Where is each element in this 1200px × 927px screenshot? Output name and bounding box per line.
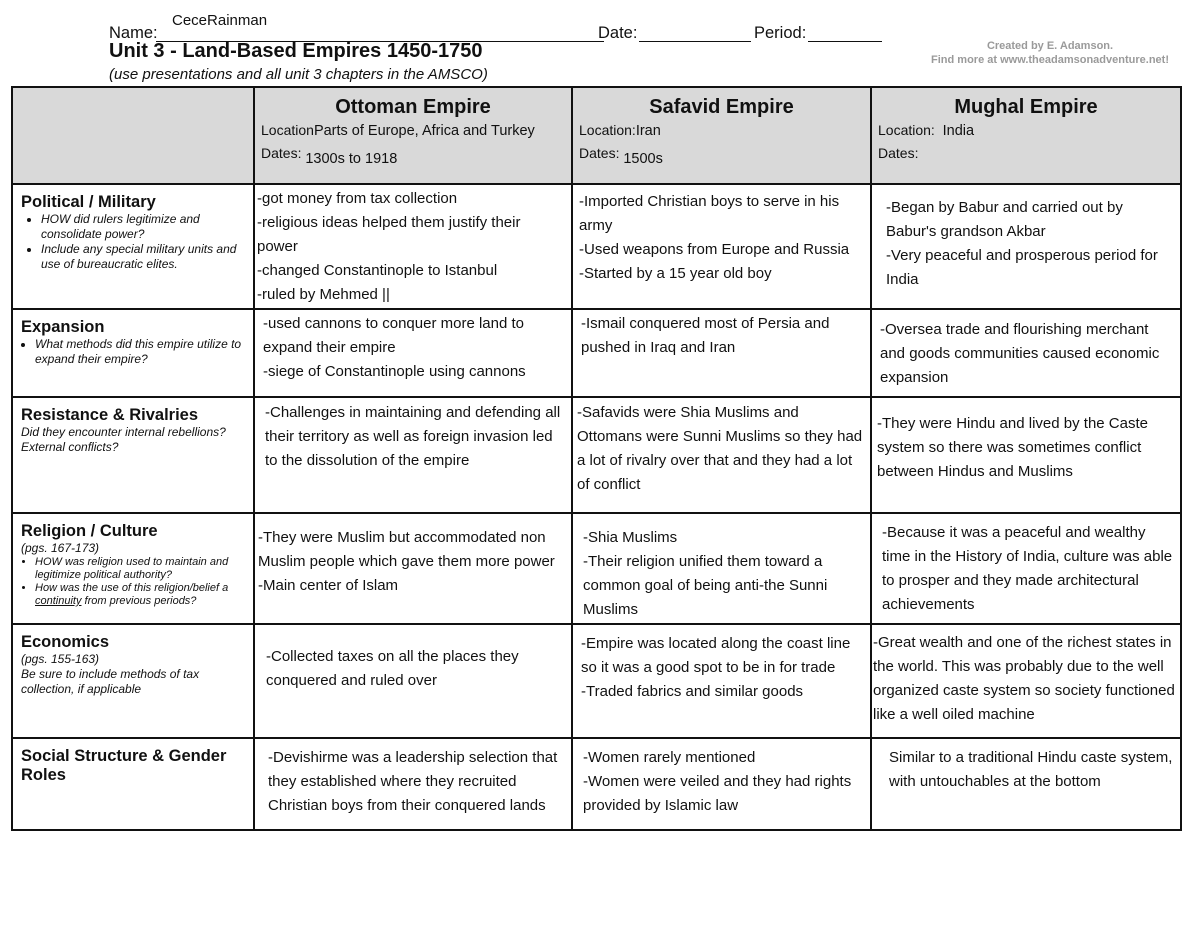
dates-label: Dates: (878, 145, 919, 161)
answer-text: -got money from tax collection -religious ideas helped them justify their power -changed Constantinople to Istanbul -ruled by Mehmed || (257, 190, 521, 303)
credit-line-1: Created by E. Adamson. (986, 40, 1114, 52)
answer-text: -Great wealth and one of the richest states in the world. This was probably due to the well organized caste system so society functioned like a well oiled machine (873, 634, 1175, 723)
answer-cell-safavid[interactable] (572, 624, 871, 738)
answer-text: -used cannons to conquer more land to expand their empire -siege of Constantinople using cannons (263, 315, 526, 380)
date-field[interactable] (639, 41, 751, 42)
empire-header-safavid (572, 87, 871, 184)
prompt-item: • How was the use of this religion/belief a continuity from previous periods? (35, 582, 247, 608)
location-line (872, 122, 1180, 139)
row-prompt: Be sure to include methods of tax collection, if applicable (21, 667, 200, 696)
name-label: Name: (109, 24, 158, 42)
dates-line (872, 145, 1180, 162)
row-pages: (pgs. 155-163) (21, 652, 100, 666)
answer-text: -Shia Muslims -Their religion unified them toward a common goal of being anti-the Sunni Muslims (583, 529, 828, 618)
table-row-expansion (12, 309, 1181, 397)
header-corner-cell (12, 87, 254, 184)
answer-text: -Imported Christian boys to serve in his army -Used weapons from Europe and Russia -Started by a 15 year old boy (579, 193, 850, 282)
row-prompts (21, 556, 247, 608)
location-value[interactable]: Parts of Europe, Africa and Turkey (313, 123, 535, 139)
row-label-cell (12, 513, 254, 624)
answer-text: -They were Hindu and lived by the Caste system so there was sometimes conflict between Hindus and Muslims (877, 415, 1148, 480)
row-label-cell (12, 738, 254, 830)
row-title: Resistance & Rivalries (21, 406, 199, 424)
dates-label: Dates: (261, 145, 302, 161)
answer-cell-ottoman[interactable] (254, 397, 572, 513)
location-line (573, 122, 870, 139)
table-row-economics (12, 624, 1181, 738)
answer-cell-safavid[interactable] (572, 184, 871, 309)
empires-comparison-table (11, 86, 1182, 831)
row-title: Social Structure & Gender Roles (21, 747, 227, 784)
empire-header-ottoman (254, 87, 572, 184)
dates-value[interactable]: 1300s to 1918 (305, 151, 398, 167)
answer-text: -Ismail conquered most of Persia and pushed in Iraq and Iran (581, 315, 830, 356)
page-title: Unit 3 - Land-Based Empires 1450-1750 (109, 40, 483, 62)
answer-cell-mughal[interactable] (871, 309, 1181, 397)
answer-text: -Collected taxes on all the places they conquered and ruled over (266, 648, 519, 689)
answer-cell-ottoman[interactable] (254, 738, 572, 830)
prompt-item: • HOW was religion used to maintain and legitimize political authority? (35, 556, 247, 582)
row-title: Political / Military (21, 193, 156, 211)
location-value[interactable]: India (942, 123, 975, 139)
answer-text: Similar to a traditional Hindu caste system, with untouchables at the bottom (889, 749, 1173, 790)
worksheet-header (109, 12, 899, 42)
empire-title: Mughal Empire (954, 96, 1098, 118)
dates-line (573, 145, 870, 167)
answer-text: -They were Muslim but accommodated non Muslim people which gave them more power -Main center of Islam (258, 529, 555, 594)
table-row-social-structure (12, 738, 1181, 830)
answer-cell-ottoman[interactable] (254, 184, 572, 309)
answer-cell-mughal[interactable] (871, 397, 1181, 513)
location-label: Location: (579, 122, 636, 138)
prompt-item: • What methods did this empire utilize to expand their empire? (35, 337, 247, 367)
row-label-cell (12, 624, 254, 738)
location-value[interactable]: Iran (635, 123, 661, 139)
table-header-row (12, 87, 1181, 184)
answer-cell-ottoman[interactable] (254, 513, 572, 624)
dates-label: Dates: (579, 145, 620, 161)
row-label-cell (12, 184, 254, 309)
location-label: Location: (878, 122, 935, 138)
empire-title: Safavid Empire (649, 96, 794, 118)
prompt-item: • Include any special military units and use of bureaucratic elites. (41, 242, 247, 272)
page-subtitle: (use presentations and all unit 3 chapters in the AMSCO) (109, 66, 488, 83)
period-label: Period: (754, 24, 807, 42)
answer-cell-mughal[interactable] (871, 624, 1181, 738)
empire-title: Ottoman Empire (335, 96, 491, 118)
answer-cell-mughal[interactable] (871, 184, 1181, 309)
answer-text: -Began by Babur and carried out by Babur's grandson Akbar -Very peaceful and prosperous period for India (886, 199, 1158, 288)
dates-line (255, 145, 571, 167)
answer-text: -Empire was located along the coast line so it was a good spot to be in for trade -Traded fabrics and similar goods (581, 635, 851, 700)
answer-text: -Devishirme was a leadership selection that they established where they recruited Christian boys from their conquered lands (268, 749, 558, 814)
location-line (255, 122, 571, 139)
row-prompts (21, 212, 247, 272)
name-field[interactable]: CeceRainman (172, 12, 268, 29)
row-pages: (pgs. 167-173) (21, 541, 100, 555)
answer-cell-safavid[interactable] (572, 513, 871, 624)
row-prompt: Did they encounter internal rebellions? External conflicts? (21, 425, 226, 454)
row-title: Expansion (21, 318, 105, 336)
answer-cell-mughal[interactable] (871, 738, 1181, 830)
answer-cell-safavid[interactable] (572, 738, 871, 830)
answer-text: -Because it was a peaceful and wealthy time in the History of India, culture was able to prosper and they made architectural achievements (882, 524, 1173, 613)
answer-text: -Women rarely mentioned -Women were veiled and they had rights provided by Islamic law (583, 749, 852, 814)
row-label-cell (12, 397, 254, 513)
row-prompts (21, 337, 247, 367)
location-label: Location (261, 122, 314, 138)
answer-text: -Oversea trade and flourishing merchant and goods communities caused economic expansion (880, 321, 1160, 386)
row-label-cell (12, 309, 254, 397)
row-title: Religion / Culture (21, 522, 158, 540)
date-label: Date: (598, 24, 638, 42)
author-credit (925, 39, 1175, 67)
answer-cell-ottoman[interactable] (254, 309, 572, 397)
credit-line-2: Find more at www.theadamsonadventure.net! (931, 54, 1169, 66)
empire-header-mughal (871, 87, 1181, 184)
row-title: Economics (21, 633, 110, 651)
answer-text: -Challenges in maintaining and defending all their territory as well as foreign invasion led to the dissolution of the empire (265, 404, 561, 469)
table-row-political-military (12, 184, 1181, 309)
answer-cell-safavid[interactable] (572, 397, 871, 513)
name-date-period-row (109, 12, 899, 42)
prompt-item: • HOW did rulers legitimize and consolidate power? (41, 212, 247, 242)
answer-text: -Safavids were Shia Muslims and Ottomans were Sunni Muslims so they had a lot of rivalry over that and they had a lot of conflict (577, 404, 863, 493)
table-row-religion-culture (12, 513, 1181, 624)
dates-value[interactable]: 1500s (623, 151, 663, 167)
answer-cell-ottoman[interactable] (254, 624, 572, 738)
answer-cell-mughal[interactable] (871, 513, 1181, 624)
period-field[interactable] (808, 41, 882, 42)
table-row-resistance-rivalries (12, 397, 1181, 513)
answer-cell-safavid[interactable] (572, 309, 871, 397)
